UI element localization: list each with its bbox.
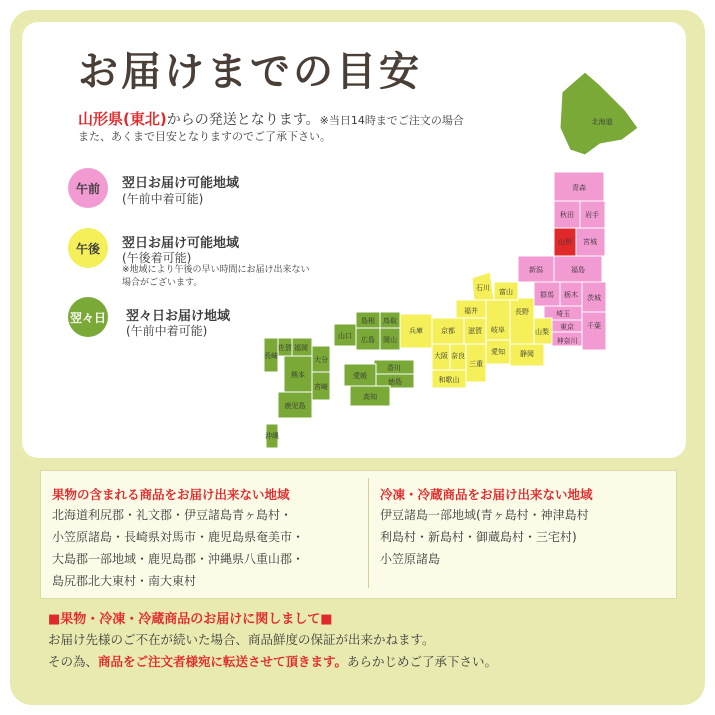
notice-heading: ■果物・冷凍・冷蔵商品のお届けに関しまして■ <box>48 612 333 627</box>
label-miyagi: 宮城 <box>583 238 597 246</box>
cold-restriction-heading: 冷凍・冷蔵商品をお届け出来ない地域 <box>380 487 593 502</box>
cold-restriction-line-2: 利島村・新島村・御蔵島村・三宅村) <box>380 530 577 544</box>
label-tochigi: 栃木 <box>564 291 578 299</box>
label-hiroshima: 広島 <box>361 336 375 344</box>
origin-note: ※当日14時までご注文の場合 <box>319 114 464 127</box>
label-ishikawa: 石川 <box>476 284 490 292</box>
restriction-divider <box>368 478 369 588</box>
legend-afternoon-sub: (午後着可能) <box>122 251 192 265</box>
fruit-restriction-line-3: 大島郡一部地域・鹿児島郡・沖縄県八重山郡・ <box>52 552 305 566</box>
label-ibaraki: 茨城 <box>587 294 601 302</box>
legend-morning-sub: (午前中着可能) <box>122 192 204 206</box>
label-shizuoka: 静岡 <box>520 350 534 358</box>
region-hokkaido <box>560 72 638 155</box>
label-mie: 三重 <box>469 360 483 368</box>
origin-disclaimer: また、あくまで目安となりますのでご了承下さい。 <box>78 130 331 143</box>
legend-badge-day-after: 翌々日 <box>68 297 108 337</box>
label-tokyo: 東京 <box>560 323 574 331</box>
label-miyazaki: 宮崎 <box>314 383 328 391</box>
label-fukuoka: 福岡 <box>294 344 308 352</box>
legend-afternoon-title: 翌日お届け可能地域 <box>122 236 240 251</box>
label-iwate: 岩手 <box>585 211 599 219</box>
notice-line-2-post: あらかじめご了承下さい。 <box>347 654 498 669</box>
label-kyoto: 京都 <box>441 327 455 335</box>
label-nagasaki: 長崎 <box>264 352 278 360</box>
label-shimane: 島根 <box>361 317 375 325</box>
region-nagano <box>510 298 534 344</box>
label-kagawa: 香川 <box>387 364 401 372</box>
label-wakayama: 和歌山 <box>438 376 460 384</box>
label-ehime: 愛媛 <box>353 372 367 380</box>
fruit-restriction-heading: 果物の含まれる商品をお届け出来ない地域 <box>52 487 290 502</box>
label-shiga: 滋賀 <box>468 327 482 335</box>
label-hokkaido: 北海道 <box>591 118 613 126</box>
label-yamaguchi: 山口 <box>338 332 352 340</box>
fruit-restriction-line-1: 北海道利尻郡・礼文郡・伊豆諸島青ヶ島村・ <box>52 508 293 522</box>
fruit-restriction-line-4: 島尻郡北大東村・南大東村 <box>52 574 197 588</box>
label-aomori: 青森 <box>572 184 586 192</box>
label-tokushima: 徳島 <box>388 378 402 386</box>
region-gifu <box>486 300 510 340</box>
label-gunma: 群馬 <box>540 291 554 299</box>
label-oita: 大分 <box>314 356 328 364</box>
label-osaka: 大阪 <box>434 352 448 360</box>
label-yamagata: 山形 <box>558 238 572 246</box>
notice-line-2-emphasis: 商品をご注文者様宛に転送させて頂きます。 <box>98 654 348 669</box>
legend-badge-afternoon: 午後 <box>68 228 108 268</box>
notice-line-1: お届け先様のご不在が続いた場合、商品鮮度の保証が出来かねます。 <box>48 632 435 647</box>
label-fukushima: 福島 <box>571 266 585 274</box>
region-chiba <box>582 312 606 350</box>
label-hyogo: 兵庫 <box>409 327 423 335</box>
fruit-restriction-line-2: 小笠原諸島・長崎県対馬市・鹿児島県奄美市・ <box>52 530 305 544</box>
legend-badge-morning: 午前 <box>68 168 108 208</box>
label-yamanashi: 山梨 <box>535 328 549 336</box>
label-toyama: 富山 <box>499 288 513 296</box>
label-akita: 秋田 <box>560 211 574 219</box>
notice-line-2-pre: その為、 <box>48 654 99 669</box>
legend-afternoon-note1: ※地域により午後の早い時間にお届け出来ない <box>122 265 310 275</box>
label-kochi: 高知 <box>363 393 377 401</box>
label-kumamoto: 熊本 <box>291 371 305 379</box>
label-okinawa: 沖縄 <box>265 432 279 440</box>
legend-day-after-sub: (午前中着可能) <box>126 324 208 338</box>
label-saga: 佐賀 <box>278 344 292 352</box>
legend-morning-title: 翌日お届け可能地域 <box>122 176 240 191</box>
cold-restriction-line-1: 伊豆諸島一部地域(青ヶ島村・神津島村 <box>380 508 589 522</box>
cold-restriction-line-3: 小笠原諸島 <box>380 552 441 566</box>
notice-line-2 <box>48 652 497 670</box>
label-okayama: 岡山 <box>383 336 397 344</box>
origin-prefecture: 山形県(東北) <box>78 110 167 128</box>
label-nagano: 長野 <box>515 308 529 316</box>
label-kanagawa: 神奈川 <box>556 337 578 345</box>
label-kagoshima: 鹿児島 <box>284 402 306 410</box>
origin-text: からの発送となります。 <box>166 112 320 128</box>
label-nara: 奈良 <box>451 352 465 360</box>
label-gifu: 岐阜 <box>491 326 505 334</box>
legend-day-after-title: 翌々日お届け地域 <box>126 309 231 324</box>
label-tottori: 鳥取 <box>383 317 397 325</box>
label-niigata: 新潟 <box>529 266 543 274</box>
label-chiba: 千葉 <box>587 322 601 330</box>
legend-afternoon-note2: 場合がございます。 <box>122 278 203 288</box>
label-aichi: 愛知 <box>491 348 505 356</box>
label-fukui: 福井 <box>464 307 478 315</box>
page-title: お届けまでの目安 <box>78 49 422 95</box>
label-saitama: 埼玉 <box>556 310 570 318</box>
